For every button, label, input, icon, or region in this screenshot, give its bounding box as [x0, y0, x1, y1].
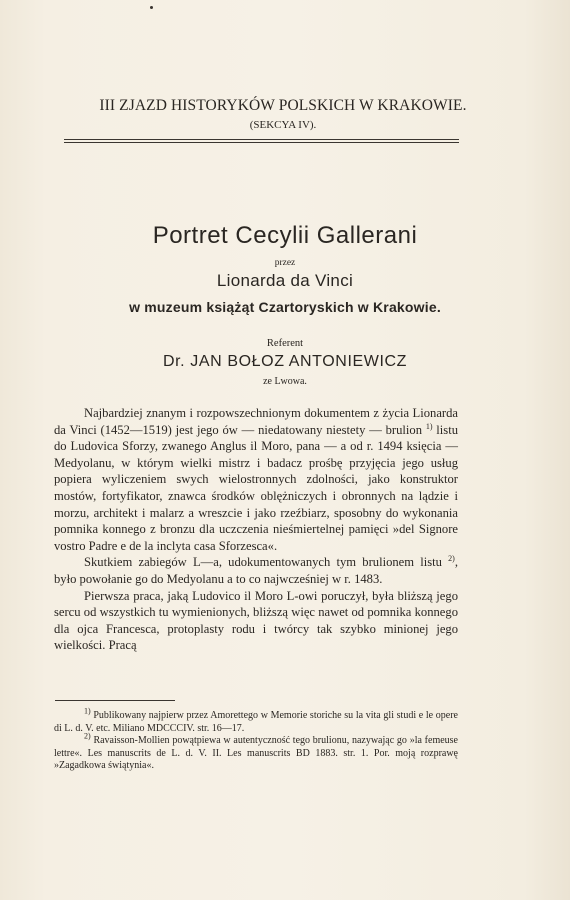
author-origin: ze Lwowa.: [263, 376, 307, 387]
footnote-rule: [55, 700, 175, 701]
footnote-ref-2: 2): [448, 554, 455, 564]
header-rule-thick: [64, 139, 459, 140]
author-name: Dr. JAN BOŁOZ ANTONIEWICZ: [162, 353, 408, 370]
paragraph-2: Skutkiem zabiegów L—a, udokumentowanych tym brulionem listu $^{2)}$, było powołanie go do Medyolanu a to co najwcześniej w r. 1483.: [54, 554, 458, 586]
footnote-2: $^{2)}$ Ravaisson-Mollien powątpiewa w autentyczność tego brulionu, nazywając go »la femeuse lettre«. Les manuscrits de L. d. V. II. Les manuscrits BD 1883. str. 1. Por. moją rozprawę »Zagadkowa świątynia«.: [54, 731, 458, 772]
ink-speck: [150, 6, 153, 9]
header-rule-thin: [64, 142, 459, 143]
header-title: III ZJAZD HISTORYKÓW POLSKICH W KRAKOWIE.: [99, 97, 467, 114]
footnotes: [54, 706, 458, 773]
header-subtitle: (SEKCYA IV).: [249, 119, 317, 131]
article-title: Portret Cecylii Gallerani: [152, 222, 418, 249]
referent-label: Referent: [266, 338, 304, 349]
paragraph-1: Najbardziej znanym i rozpowszechnionym dokumentem z życia Lionarda da Vinci (1452—1519) jest jego ów — niedatowany niestety — brulion $^{1)}$ listu do Ludovica Sforzy, zwanego Anglus il Moro, pana — a od r. 1494 księcia —Medyolanu, w którym wielki mistrz i badacz prośbę przyjęcia jego usług popiera wyliczeniem swych wielostronnych zdolności, jako konstruktor mostów, fortyfikator, znawca środków oblężniczych i obronnych na lądzie i morzu, architekt i malarz a wreszcie i jako rzeźbiarz, sposobny do wykonania pomnika konnego z bronzu dla uczczenia nieśmiertelnej pamięci »del Signore vostro Padre e de la inclyta casa Sforzesca«.: [54, 406, 458, 553]
artist-name: Lionarda da Vinci: [216, 271, 354, 290]
museum-line: w muzeum książąt Czartoryskich w Krakowie.: [129, 299, 441, 315]
przez-label: przez: [274, 258, 296, 268]
footnote-1: $^{1)}$ Publikowany najpierw przez Amorettego w Memorie storiche su la vita gli studi e le opere di L. d. V. etc. Miliano MDCCCIV. str. 16—17.: [54, 706, 458, 734]
footnote-ref-1: 1): [425, 421, 433, 431]
paragraph-3: Pierwsza praca, jaką Ludovico il Moro L-owi poruczył, była bliższą jego sercu od wszystkich tu wymienionych, bliższą więc nawet od pomnika konnego dla ojca Francesca, protoplasty rodu i twórcy tak szybko minionej jego wielkości. Pracą: [54, 588, 458, 653]
body-text: [54, 405, 458, 654]
